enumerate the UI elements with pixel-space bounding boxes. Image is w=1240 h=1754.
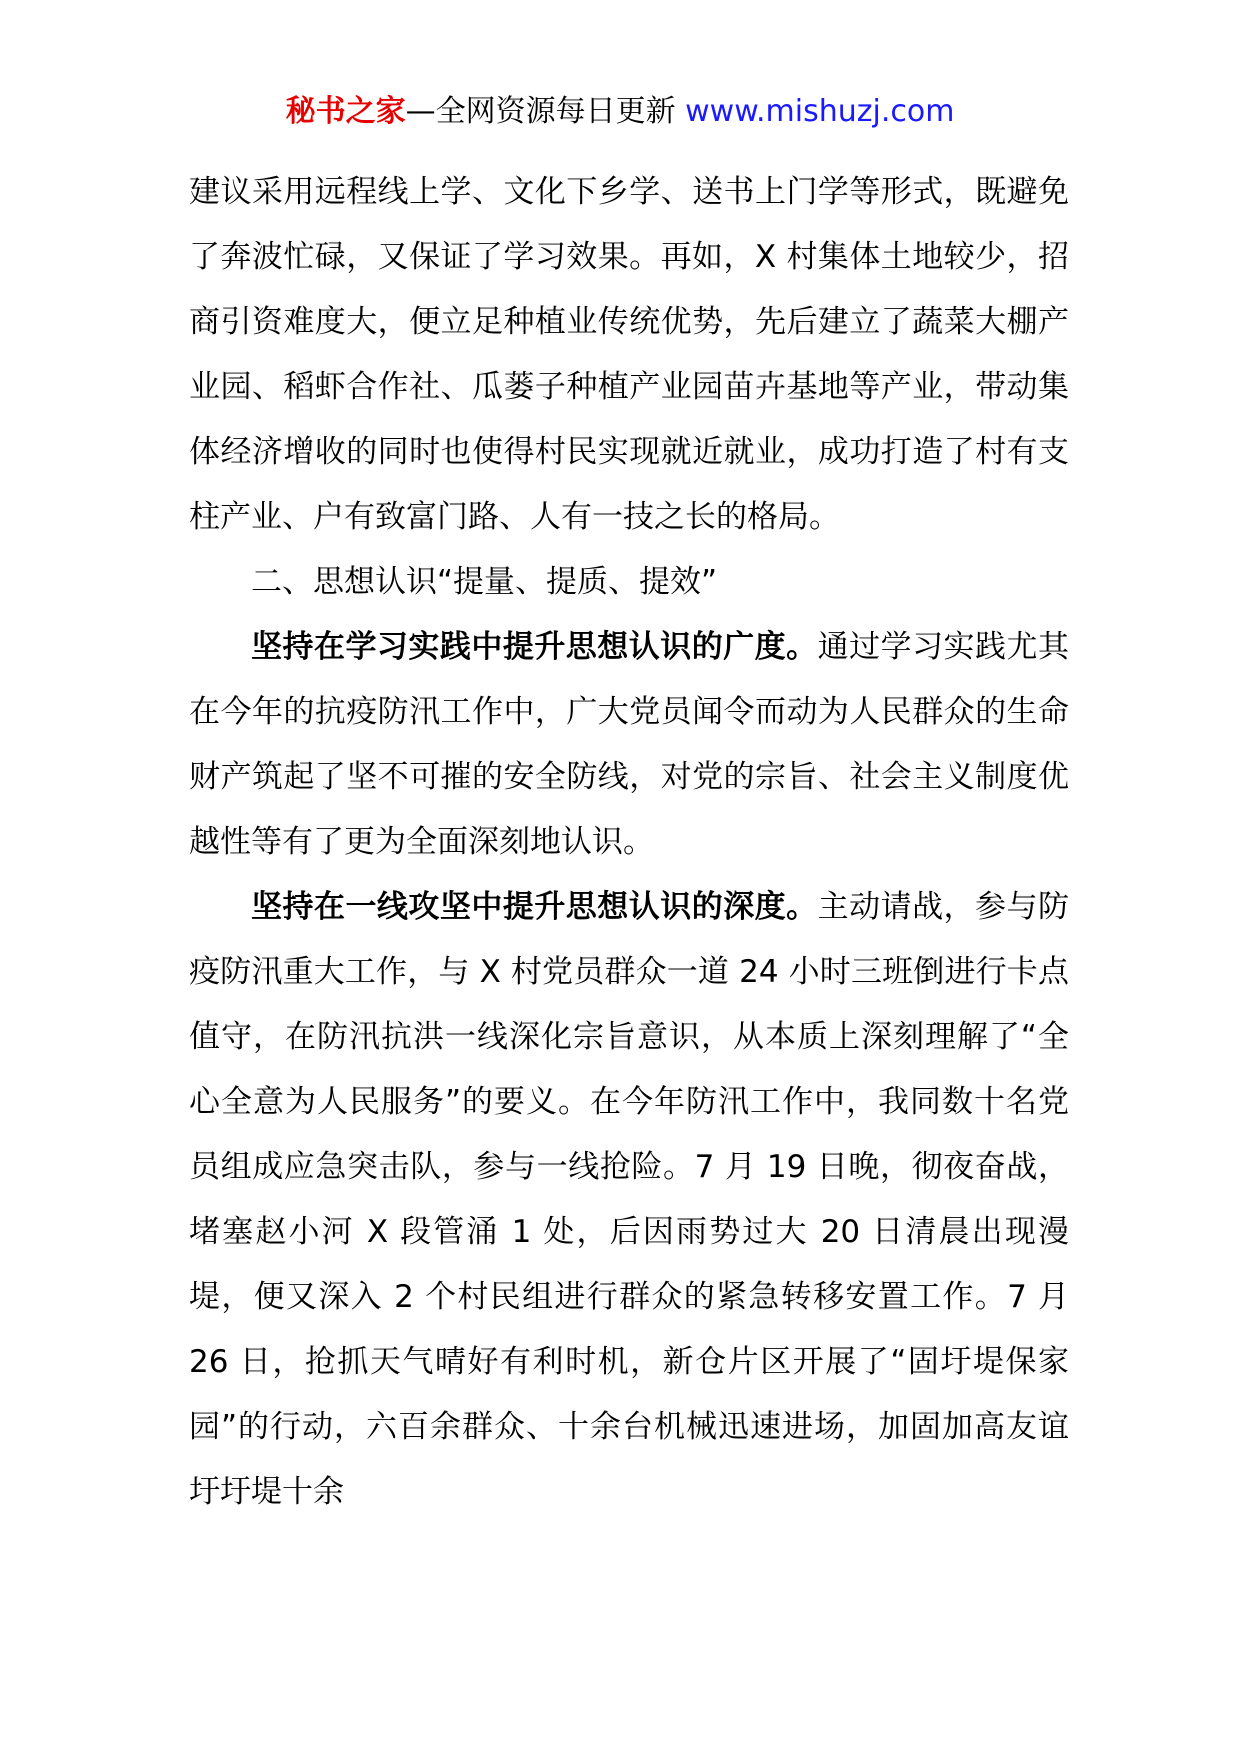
site-url-link[interactable]: www.mishuzj.com: [685, 94, 955, 129]
paragraph: [189, 615, 1069, 875]
paragraph-lead-sentence: 坚持在一线攻坚中提升思想认识的深度。: [251, 889, 818, 925]
brand-name: 秘书之家: [285, 94, 406, 129]
paragraph: [189, 875, 1069, 1525]
paragraph-text: 通过学习实践尤其在今年的抗疫防汛工作中，广大党员闻令而动为人民群众的生命财产筑起了坚不可摧的安全防线，对党的宗旨、社会主义制度优越性等有了更为全面深刻地认识。: [189, 629, 1069, 860]
paragraph-text: 建议采用远程线上学、文化下乡学、送书上门学等形式，既避免了奔波忙碌，又保证了学习效果。再如，X 村集体土地较少，招商引资难度大，便立足种植业传统优势，先后建立了蔬菜大棚产业园、稻虾合作社、瓜蒌子种植产业园苗卉基地等产业，带动集体经济增收的同时也使得村民实现就近就业，成功打造了村有支柱产业、户有致富门路、人有一技之长的格局。: [189, 174, 1069, 535]
paragraph-continuation: [189, 160, 1069, 550]
paragraph-text: 主动请战，参与防疫防汛重大工作，与 X 村党员群众一道 24 小时三班倒进行卡点值守，在防汛抗洪一线深化宗旨意识，从本质上深刻理解了“全心全意为人民服务”的要义。在今年防汛工作中，我同数十名党员组成应急突击队，参与一线抢险。7 月 19 日晚，彻夜奋战，堵塞赵小河 X 段管涌 1 处，后因雨势过大 20 日清晨出现漫堤，便又深入 2 个村民组进行群众的紧急转移安置工作。7 月 26 日，抢抓天气晴好有利时机，新仓片区开展了“固圩堤保家园”的行动，六百余群众、十余台机械迅速进场，加固加高友谊圩圩堤十余: [189, 889, 1069, 1510]
document-body: [189, 160, 1069, 1525]
paragraph-lead-sentence: 坚持在学习实践中提升思想认识的广度。: [251, 629, 818, 665]
section-heading: [189, 550, 1069, 615]
section-heading-text: 二、思想认识“提量、提质、提效”: [251, 564, 718, 600]
site-header: [0, 92, 1240, 132]
header-tagline: —全网资源每日更新: [405, 94, 676, 129]
